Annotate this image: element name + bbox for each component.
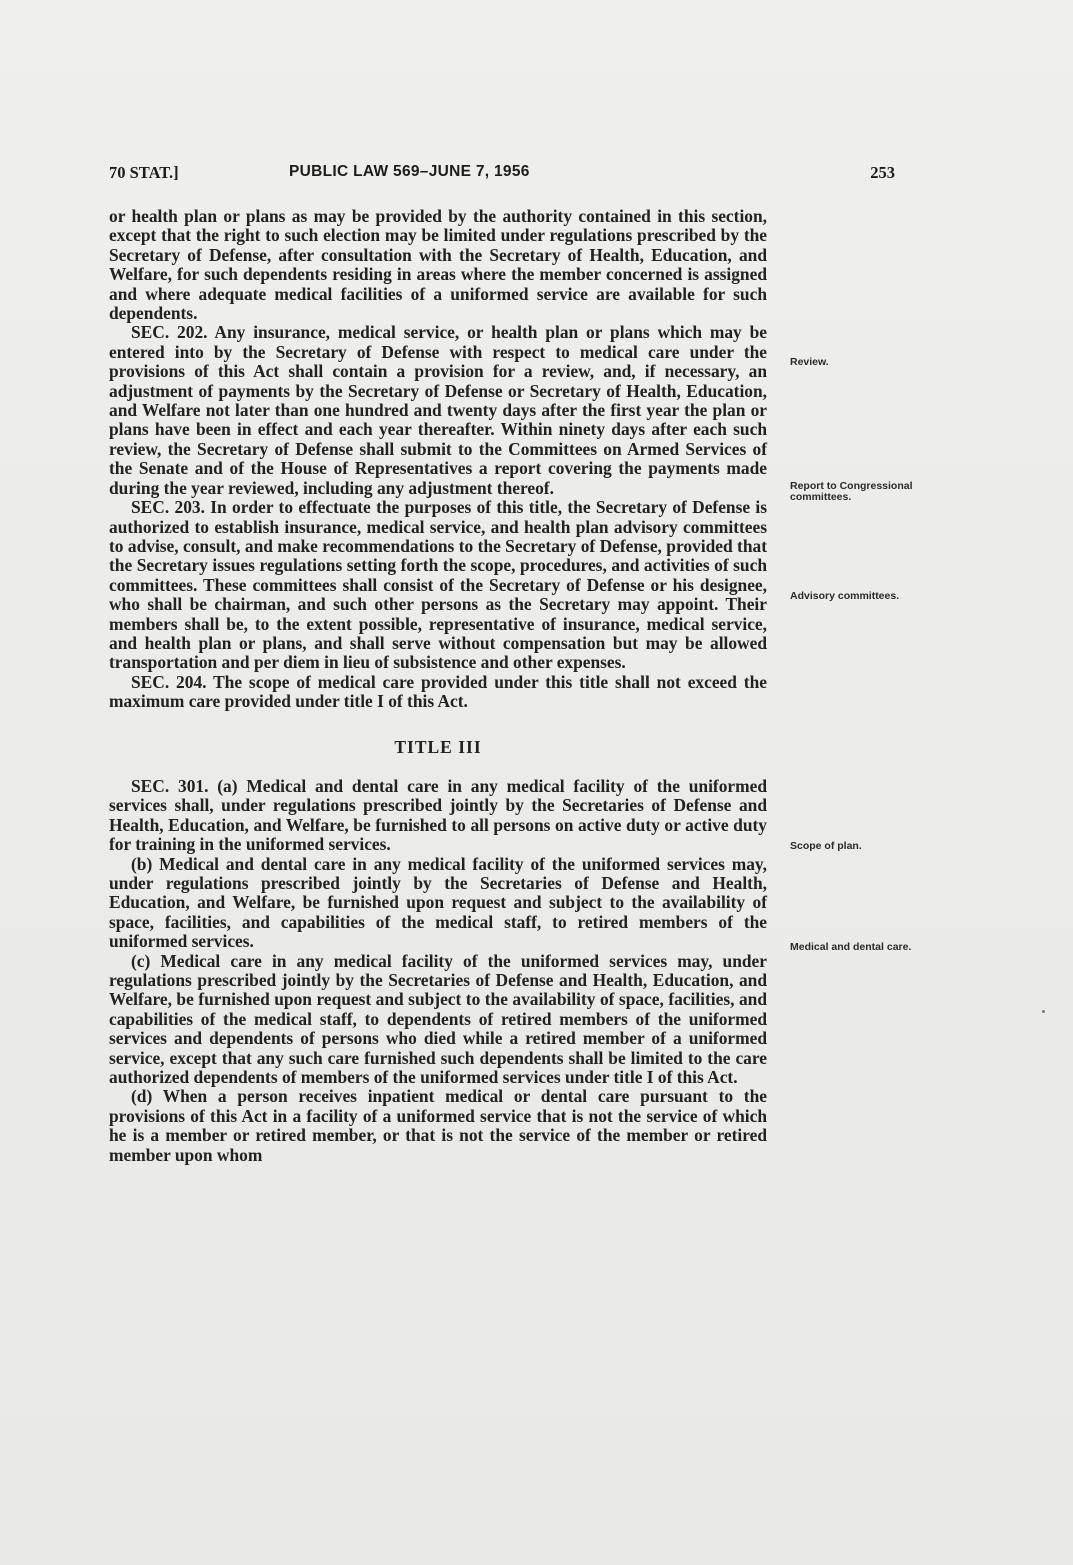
section-202 [109,323,767,498]
margin-note-review: Review. [790,356,829,368]
margin-note-medical: Medical and dental care. [790,941,912,953]
section-301d: (d) When a person receives inpatient medical or dental care pursuant to the provisions of this Act in a facility of a uniformed service that is not the service of which he is a member or retired member, or that is not the service of the member or retired member upon whom [109,1086,767,1165]
section-text: In order to effectuate the purposes of this title, the Secretary of Defense is authorized to establish insurance, medical service, and health plan advisory committees to advise, consult, and make recommendations to the Secretary of Defense, provided that the Secretary issues regulations setting forth the scope, procedures, and activities of such committees. These committees shall consist of the Secretary of Defense or his designee, who shall be chairman, and such other persons as the Secretary may appoint. Their members shall be, to the extent possible, representative of insurance, medical service, and health plan or plans, and shall serve without compensation but may be allowed transportation and per diem in lieu of subsistence and other expenses. [109,497,767,673]
section-301c: (c) Medical care in any medical facility of the uniformed services may, under regulations prescribed jointly by the Secretaries of Defense and Health, Education, and Welfare, be furnished upon request and subject to the availability of space, facilities, and capabilities of the medical staff, to dependents of retired members of the uniformed services and dependents of persons who died while a retired member of a uniformed service, except that any such care furnished such dependents shall be limited to the care authorized dependents of members of the uniformed services under title I of this Act. [109,950,767,1088]
scan-speck [1042,1010,1045,1013]
section-204 [109,673,767,712]
section-203 [109,498,767,673]
section-label: SEC. 202. [131,322,208,343]
section-label: SEC. 204. [131,671,207,692]
section-301b: (b) Medical and dental care in any medical facility of the uniformed services may, under regulations prescribed jointly by the Secretaries of Defense and Health, Education, and Welfare, be furnished upon request and subject to the availability of space, facilities, and capabilities of the medical staff, to retired members of the uniformed services. [109,853,767,952]
body-text [109,207,767,1165]
section-text: Any insurance, medical service, or health plan or plans which may be entered into by the Secretary of Defense with respect to medical care under the provisions of this Act shall contain a provision for a review, and, if necessary, an adjustment of payments by the Secretary of Defense or Secretary of Health, Education, and Welfare not later than one hundred and twenty days after the first year the plan or plans have been in effect and each year thereafter. Within ninety days after each such review, the Secretary of Defense shall submit to the Committees on Armed Services of the Senate and of the House of Representatives a report covering the payments made during the year reviewed, including any adjustment thereof. [109,322,767,498]
margin-note-scope: Scope of plan. [790,840,862,852]
running-header [109,163,895,185]
law-title: PUBLIC LAW 569–JUNE 7, 1956 [289,163,530,180]
section-label: SEC. 301. [131,775,209,796]
section-text: The scope of medical care provided under this title shall not exceed the maximum care provided under title I of this Act. [109,671,767,712]
paragraph-continuation: or health plan or plans as may be provided by the authority contained in this section, except that the right to such election may be limited under regulations prescribed by the Secretary of Defense, after consultation with the Secretary of Health, Education, and Welfare, for such dependents residing in areas where the member concerned is assigned and where adequate medical facilities of a uniformed service are available for such dependents. [109,206,767,324]
section-label: SEC. 203. [131,497,205,518]
page-number: 253 [870,163,895,182]
title-heading: TITLE III [394,736,482,757]
margin-note-report: Report to Congressional committees. [790,480,913,503]
volume-reference: 70 STAT.] [109,163,179,182]
section-301a [109,777,767,855]
section-text: (a) Medical and dental care in any medical facility of the uniformed services shall, under regulations prescribed jointly by the Secretaries of Defense and Health, Education, and Welfare, be furnished to all persons on active duty or active duty for training in the uniformed services. [109,775,767,855]
margin-note-advisory: Advisory committees. [790,590,900,602]
